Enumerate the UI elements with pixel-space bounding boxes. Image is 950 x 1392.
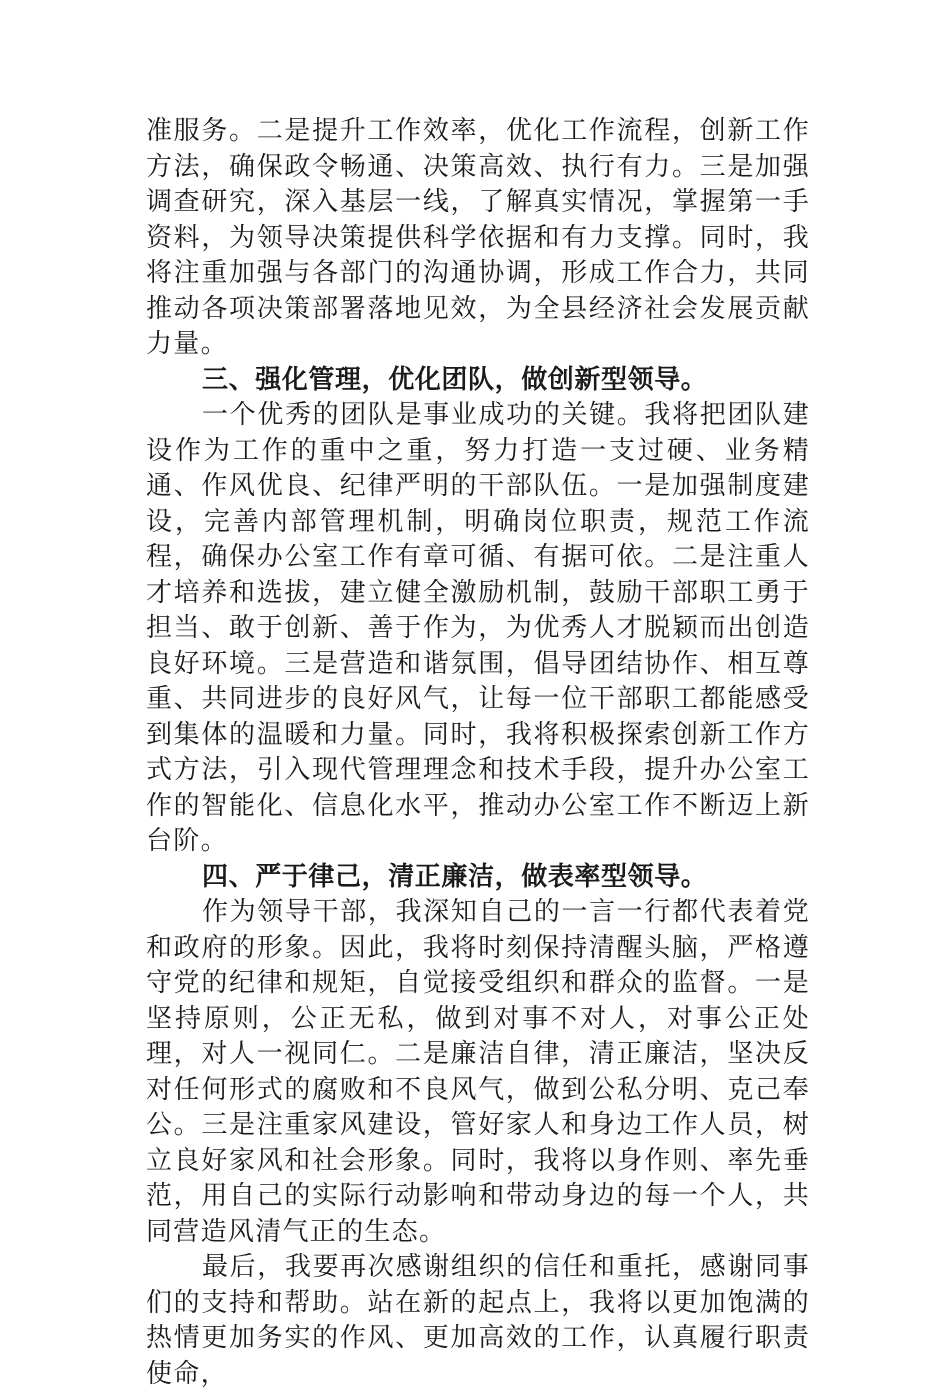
paragraph-continuation: 准服务。二是提升工作效率，优化工作流程，创新工作方法，确保政令畅通、决策高效、执行有力。三是加强调查研究，深入基层一线，了解真实情况，掌握第一手资料，为领导决策提供科学依据和有力支撑。同时，我将注重加强与各部门的沟通协调，形成工作合力，共同推动各项决策部署落地见效，为全县经济社会发展贡献力量。 — [146, 116, 810, 359]
paragraph-integrity: 作为领导干部，我深知自己的一言一行都代表着党和政府的形象。因此，我将时刻保持清醒头脑，严格遵守党的纪律和规矩，自觉接受组织和群众的监督。一是坚持原则，公正无私，做到对事不对人，对事公正处理，对人一视同仁。二是廉洁自律，清正廉洁，坚决反对任何形式的腐败和不良风气，做到公私分明、克己奉公。三是注重家风建设，管好家人和身边工作人员，树立良好家风和社会形象。同时，我将以身作则、率先垂范，用自己的实际行动影响和带动身边的每一个人，共同营造风清气正的生态。 — [146, 897, 810, 1247]
section-heading-4: 四、严于律己，清正廉洁，做表率型领导。 — [202, 861, 708, 892]
paragraph-team-building: 一个优秀的团队是事业成功的关键。我将把团队建设作为工作的重中之重，努力打造一支过硬、业务精通、作风优良、纪律严明的干部队伍。一是加强制度建设，完善内部管理机制，明确岗位职责，规范工作流程，确保办公室工作有章可循、有据可依。二是注重人才培养和选拔，建立健全激励机制，鼓励干部职工勇于担当、敢于创新、善于作为，为优秀人才脱颖而出创造良好环境。三是营造和谐氛围，倡导团结协作、相互尊重、共同进步的良好风气，让每一位干部职工都能感受到集体的温暖和力量。同时，我将积极探索创新工作方式方法，引入现代管理理念和技术手段，提升办公室工作的智能化、信息化水平，推动办公室工作不断迈上新台阶。 — [146, 400, 810, 856]
document-body — [146, 114, 810, 1392]
paragraph-closing: 最后，我要再次感谢组织的信任和重托，感谢同事们的支持和帮助。站在新的起点上，我将以更加饱满的热情更加务实的作风、更加高效的工作，认真履行职责使命， — [146, 1252, 810, 1389]
section-heading-3: 三、强化管理，优化团队，做创新型领导。 — [202, 364, 708, 395]
